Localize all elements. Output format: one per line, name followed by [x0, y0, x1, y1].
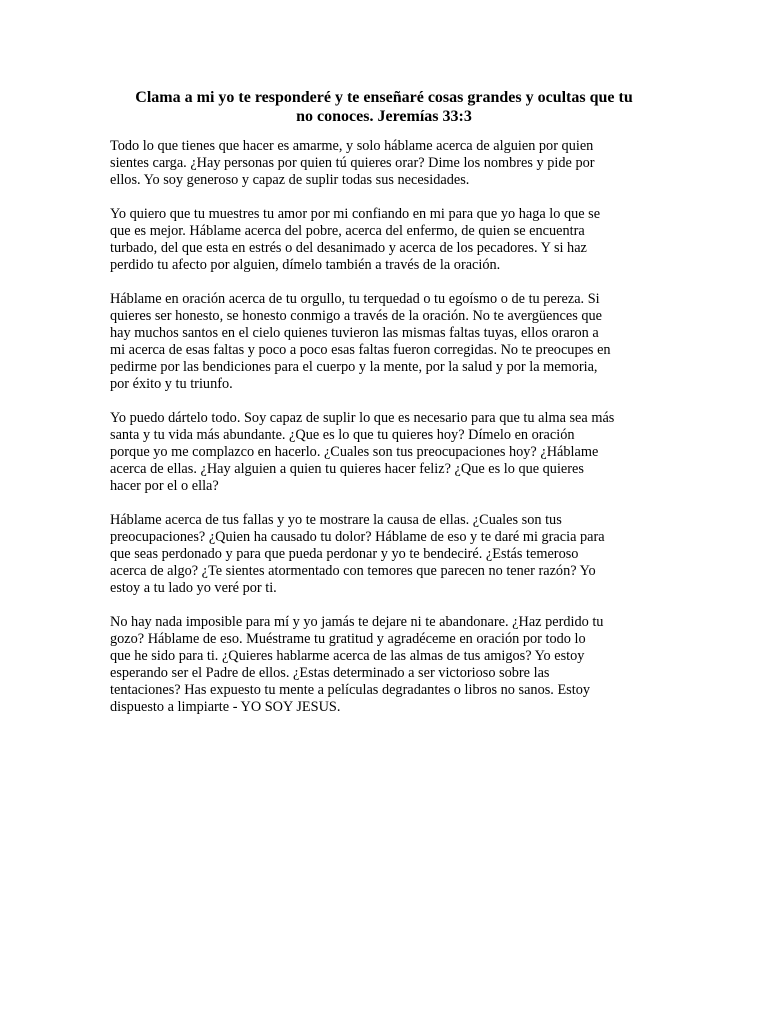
text-line: acerca de ellas. ¿Hay alguien a quien tu quieres hacer feliz? ¿Que es lo que quieres [110, 461, 584, 477]
text-line: que es mejor. Háblame acerca del pobre, acerca del enfermo, de quien se encuentra [110, 223, 585, 239]
text-line: santa y tu vida más abundante. ¿Que es lo que tu quieres hoy? Dímelo en oración [110, 427, 575, 443]
text-line: Todo lo que tienes que hacer es amarme, y solo háblame acerca de alguien por quien [110, 138, 594, 154]
text-line: perdido tu afecto por alguien, dímelo también a través de la oración. [110, 257, 501, 273]
text-line: acerca de algo? ¿Te sientes atormentado con temores que parecen no tener razón? Yo [110, 563, 596, 579]
document-body [110, 138, 662, 733]
text-line: No hay nada imposible para mí y yo jamás te dejare ni te abandonare. ¿Haz perdido tu [110, 614, 604, 630]
text-line: hacer por el o ella? [110, 478, 219, 494]
text-line: estoy a tu lado yo veré por ti. [110, 580, 277, 596]
text-line: Yo puedo dártelo todo. Soy capaz de suplir lo que es necesario para que tu alma sea más [110, 410, 615, 426]
text-line: preocupaciones? ¿Quien ha causado tu dolor? Háblame de eso y te daré mi gracia para [110, 529, 605, 545]
text-line: Háblame en oración acerca de tu orgullo, tu terquedad o tu egoísmo o de tu pereza. Si [110, 291, 600, 307]
title-line: no conoces. Jeremías 33:3 [296, 108, 472, 125]
text-line: turbado, del que esta en estrés o del desanimado y acerca de los pecadores. Y si haz [110, 240, 587, 256]
text-line: sientes carga. ¿Hay personas por quien tú quieres orar? Dime los nombres y pide por [110, 155, 595, 171]
paragraph-1 [110, 138, 662, 189]
text-line: Yo quiero que tu muestres tu amor por mi confiando en mi para que yo haga lo que se [110, 206, 601, 222]
text-line: quieres ser honesto, se honesto conmigo a través de la oración. No te avergüences que [110, 308, 603, 324]
text-line: ellos. Yo soy generoso y capaz de suplir todas sus necesidades. [110, 172, 470, 188]
text-line: Háblame acerca de tus fallas y yo te mostrare la causa de ellas. ¿Cuales son tus [110, 512, 562, 528]
document-title [100, 88, 668, 126]
title-line: Clama a mi yo te responderé y te enseñaré cosas grandes y ocultas que tu [135, 89, 633, 106]
text-line: que he sido para ti. ¿Quieres hablarme acerca de las almas de tus amigos? Yo estoy [110, 648, 585, 664]
text-line: mi acerca de esas faltas y poco a poco esas faltas fueron corregidas. No te preocupes en [110, 342, 611, 358]
text-line: tentaciones? Has expuesto tu mente a películas degradantes o libros no sanos. Estoy [110, 682, 591, 698]
text-line: esperando ser el Padre de ellos. ¿Estas determinado a ser victorioso sobre las [110, 665, 550, 681]
text-line: porque yo me complazco en hacerlo. ¿Cuales son tus preocupaciones hoy? ¿Háblame [110, 444, 599, 460]
paragraph-6 [110, 614, 662, 716]
text-line: dispuesto a limpiarte - YO SOY JESUS. [110, 699, 341, 715]
text-line: que seas perdonado y para que pueda perdonar y yo te bendeciré. ¿Estás temeroso [110, 546, 579, 562]
text-line: hay muchos santos en el cielo quienes tuvieron las mismas faltas tuyas, ellos oraron a [110, 325, 599, 341]
paragraph-4 [110, 410, 662, 495]
paragraph-5 [110, 512, 662, 597]
text-line: gozo? Háblame de eso. Muéstrame tu gratitud y agradéceme en oración por todo lo [110, 631, 586, 647]
paragraph-2 [110, 206, 662, 274]
text-line: pedirme por las bendiciones para el cuerpo y la mente, por la salud y por la memoria, [110, 359, 598, 375]
paragraph-3 [110, 291, 662, 393]
text-line: por éxito y tu triunfo. [110, 376, 233, 392]
